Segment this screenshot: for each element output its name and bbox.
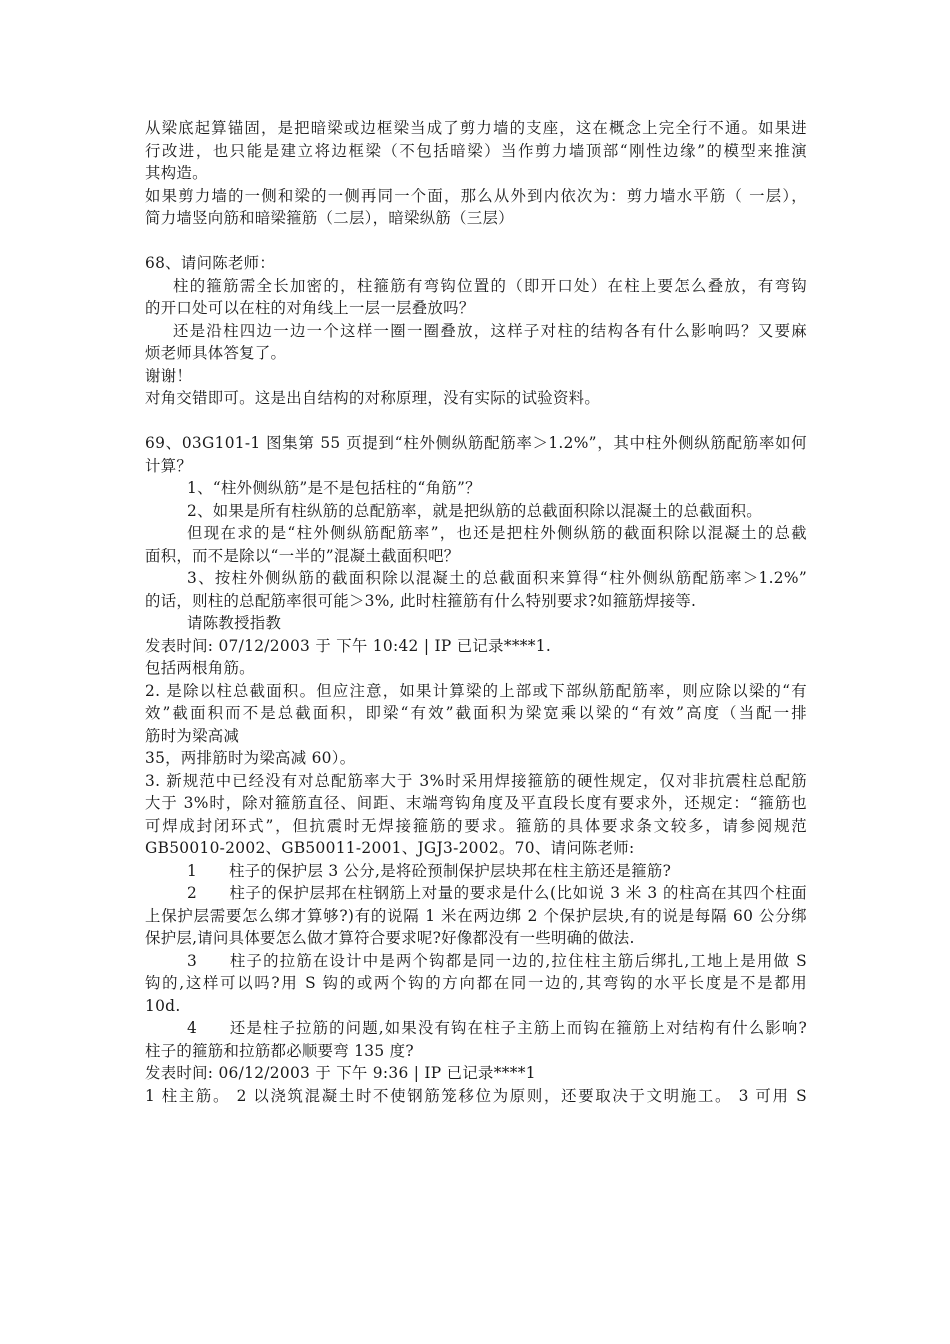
answer-line: 可焊成封闭环式”，但抗震时无焊接箍筋的要求。箍筋的具体要求条文较多，请参阅规范 [145, 816, 807, 835]
answer-line: 效”截面积而不是总截面积，即梁“有效”截面积为梁宽乘以梁的“有效”高度（当配一排 [145, 704, 807, 722]
text-line: 柱子的箍筋和拉筋都必顺要弯 135 度? [145, 1041, 414, 1060]
text-line: 烦老师具体答复了。 [145, 344, 287, 362]
item-text: 还是柱子拉筋的问题,如果没有钩在柱子主筋上而钩在箍筋上对结构有什么影响? [229, 1019, 807, 1037]
answer-line: 2. 是除以柱总截面积。但应注意，如果计算梁的上部或下部纵筋配筋率，则应除以梁的“有 [145, 681, 807, 700]
text-line: 上保护层需要怎么绑才算够?)有的说隔 1 米在两边绑 2 个保护层块,有的说是每隔 60 公分绑 [145, 906, 807, 925]
answer-line: 筋时为梁高减 [145, 726, 240, 745]
blank-line [145, 410, 807, 433]
text-line: 2、如果是所有柱纵筋的总配筋率，就是把纵筋的总截面积除以混凝土的总截面积。 [187, 501, 762, 520]
text-line: 行改进，也只能是建立将边框梁（不包括暗梁）当作剪力墙顶部“刚性边缘”的模型来推演 [145, 141, 807, 160]
numbered-item [145, 1017, 807, 1040]
answer-line: 35，两排筋时为梁高减 60）。 [145, 749, 356, 767]
document-page [145, 117, 807, 1107]
numbered-item [145, 860, 807, 883]
item-number: 1 [187, 861, 198, 880]
text-line: 如果剪力墙的一侧和梁的一侧再同一个面，那么从外到内依次为：剪力墙水平筋（ 一层）， [145, 186, 807, 205]
text-line: 的话，则柱的总配筋率很可能＞3%, 此时柱箍筋有什么特别要求?如箍筋焊接等. [145, 591, 697, 610]
answer-line: 包括两根角筋。 [145, 659, 255, 677]
question-heading: 68、请问陈老师： [145, 254, 276, 272]
answer-line: 对角交错即可。这是出自结构的对称原理，没有实际的试验资料。 [145, 389, 601, 407]
text-line: 的开口处可以在柱的对角线上一层一层叠放吗？ [145, 299, 475, 317]
text-line: 请陈教授指教 [187, 614, 282, 632]
text-line: 从梁底起算锚固，是把暗梁或边框梁当成了剪力墙的支座，这在概念上完全行不通。如果进 [145, 119, 807, 137]
text-line: 谢谢！ [145, 366, 193, 385]
text-line: 但现在求的是“柱外侧纵筋配筋率”，也还是把柱外侧纵筋的截面积除以混凝土的总截 [187, 524, 807, 542]
text-line: 还是沿柱四边一边一个这样一圈一圈叠放，这样子对柱的结构各有什么影响吗？又要麻 [173, 321, 807, 340]
numbered-item [145, 882, 807, 905]
post-meta: 发表时间: 07/12/2003 于 下午 10:42 | IP 已记录****1. [145, 636, 552, 655]
item-number: 4 [187, 1019, 198, 1037]
question-heading: 69、03G101-1 图集第 55 页提到“柱外侧纵筋配筋率＞1.2%”，其中柱外侧纵筋配筋率如何 [145, 434, 807, 452]
text-line: 1、“柱外侧纵筋”是不是包括柱的“角筋”？ [187, 479, 481, 497]
text-line: 简力墙竖向筋和暗梁箍筋（二层），暗梁纵筋（三层） [145, 209, 514, 227]
text-line: 保护层,请问具体要怎么做才算符合要求呢?好像都没有一些明确的做法. [145, 929, 635, 947]
text-line: 其构造。 [145, 164, 208, 182]
answer-line: 3. 新规范中已经没有对总配筋率大于 3%时采用焊接箍筋的硬性规定，仅对非抗震柱总配筋 [145, 771, 807, 790]
item-text: 柱子的拉筋在设计中是两个钩都是同一边的,拉住柱主筋后绑扎,工地上是用做 S [229, 951, 807, 970]
answer-line: 大于 3%时，除对箍筋直径、间距、末端弯钩角度及平直段长度有要求外，还规定：“箍筋也 [145, 794, 807, 812]
text-line: 柱的箍筋需全长加密的，柱箍筋有弯钩位置的（即开口处）在柱上要怎么叠放，有弯钩 [173, 276, 807, 295]
answer-line: 1 柱主筋。 2 以浇筑混凝土时不使钢筋笼移位为原则，还要取决于文明施工。 3 可用 S [145, 1086, 807, 1105]
item-number: 2 [187, 884, 198, 902]
text-line: 3、按柱外侧纵筋的截面积除以混凝土的总截面积来算得“柱外侧纵筋配筋率＞1.2%” [187, 569, 807, 587]
blank-line [145, 230, 807, 253]
text-line: 10d. [145, 996, 181, 1015]
item-text: 柱子的保护层邦在柱钢筋上对量的要求是什么(比如说 3 米 3 的柱高在其四个柱面 [229, 884, 807, 902]
text-line: 计算？ [145, 456, 193, 475]
item-text: 柱子的保护层 3 公分,是将砼预制保护层块邦在柱主筋还是箍筋? [229, 861, 672, 880]
post-meta: 发表时间: 06/12/2003 于 下午 9:36 | IP 已记录****1 [145, 1064, 536, 1082]
answer-line: GB50010-2002、GB50011-2001、JGJ3-2002。70、请问陈老师: [145, 839, 635, 857]
text-line: 钩的,这样可以吗?用 S 钩的或两个钩的方向都在同一边的,其弯钩的水平长度是不是都用 [145, 974, 807, 992]
item-number: 3 [187, 951, 198, 970]
numbered-item [145, 950, 807, 973]
text-line: 面积，而不是除以“一半的”混凝土截面积吧？ [145, 546, 460, 565]
